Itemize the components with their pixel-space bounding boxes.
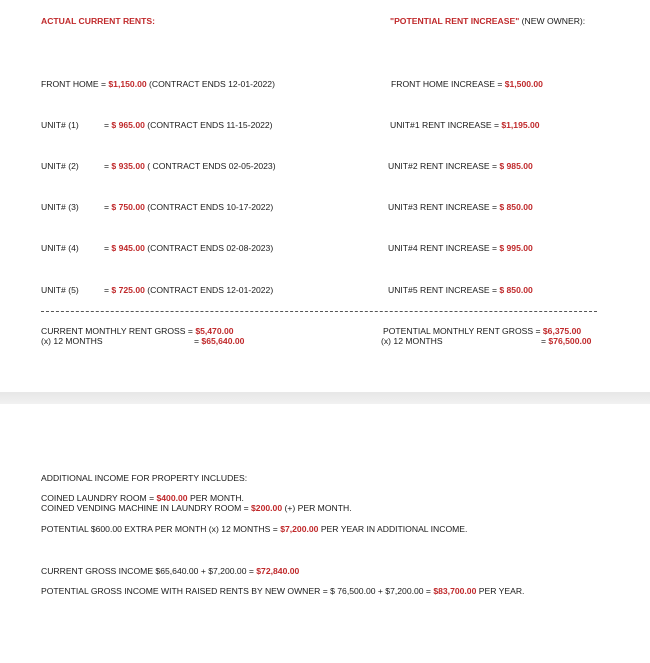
current-gross-label: CURRENT GROSS INCOME $65,640.00 + $7,200.00 =	[41, 566, 254, 576]
potential-extra-income-line	[41, 524, 467, 535]
actual-row-front-home	[41, 79, 275, 90]
actual-row-unit-1	[41, 120, 79, 131]
vending-value: $200.00	[251, 503, 283, 513]
potential-row-label: UNIT#4 RENT INCREASE =	[388, 243, 497, 253]
actual-row-eq: =	[104, 243, 110, 253]
potential-row-amount: $ 850.00	[499, 202, 533, 212]
potential-row-unit-2	[388, 161, 533, 172]
potential-row-unit-5	[388, 285, 533, 296]
potential-row-amount: $1,195.00	[501, 120, 540, 130]
actual-gross-label: CURRENT MONTHLY RENT GROSS =	[41, 326, 193, 336]
potential-gross-label: POTENTIAL MONTHLY RENT GROSS =	[383, 326, 541, 336]
actual-row-amount: $ 750.00	[111, 202, 145, 212]
actual-row-eq: =	[104, 285, 110, 295]
actual-row-note: (CONTRACT ENDS 12-01-2022)	[149, 79, 275, 89]
actual-row-note: (CONTRACT ENDS 12-01-2022)	[147, 285, 274, 295]
actual-gross-value: $5,470.00	[195, 326, 234, 336]
potential-row-unit-4	[388, 243, 533, 254]
laundry-label: COINED LAUNDRY ROOM =	[41, 493, 155, 503]
potential-extra-label: POTENTIAL $600.00 EXTRA PER MONTH (x) 12 MONTHS =	[41, 524, 278, 534]
potential-gross-value: $6,375.00	[542, 326, 582, 336]
actual-row-unit-5	[41, 285, 79, 296]
actual-row-unit-2-value	[104, 161, 276, 172]
potential-row-amount: $ 850.00	[499, 285, 533, 295]
actual-rents-header: ACTUAL CURRENT RENTS:	[41, 16, 155, 26]
potential-row-unit-1	[390, 120, 540, 131]
potential-row-amount: $ 995.00	[499, 243, 533, 253]
actual-row-unit-1-value	[104, 120, 273, 131]
potential-header-title: "POTENTIAL RENT INCREASE"	[390, 16, 520, 26]
actual-row-label: UNIT# (4)	[41, 243, 79, 253]
actual-row-label: UNIT# (1)	[41, 120, 79, 130]
potential-row-unit-3	[388, 202, 533, 213]
actual-row-note: (CONTRACT ENDS 10-17-2022)	[147, 202, 274, 212]
potential-header-note: (NEW OWNER):	[521, 16, 586, 26]
actual-row-unit-4-value	[104, 243, 273, 254]
actual-row-label: UNIT# (5)	[41, 285, 79, 295]
actual-row-unit-2	[41, 161, 79, 172]
actual-row-unit-3-value	[104, 202, 273, 213]
potential-row-label: UNIT#1 RENT INCREASE =	[390, 120, 499, 130]
potential-row-amount: $ 985.00	[499, 161, 533, 171]
actual-annual-eq: =	[194, 336, 200, 346]
potential-row-amount: $1,500.00	[504, 79, 543, 89]
potential-gross-income-value: $83,700.00	[433, 586, 477, 596]
actual-row-note: (CONTRACT ENDS 02-08-2023)	[147, 243, 274, 253]
actual-row-amount: $ 965.00	[111, 120, 145, 130]
actual-row-label: UNIT# (2)	[41, 161, 79, 171]
potential-row-label: UNIT#5 RENT INCREASE =	[388, 285, 497, 295]
vending-income-line	[41, 503, 352, 514]
potential-rents-header	[390, 16, 585, 27]
additional-income-header: ADDITIONAL INCOME FOR PROPERTY INCLUDES:	[41, 473, 248, 483]
actual-row-amount: $ 945.00	[111, 243, 145, 253]
current-gross-income-line	[41, 566, 299, 577]
current-gross-value: $72,840.00	[256, 566, 300, 576]
potential-row-label: UNIT#3 RENT INCREASE =	[388, 202, 497, 212]
potential-gross-income-line	[41, 586, 524, 597]
potential-gross-income-suffix: PER YEAR.	[478, 586, 525, 596]
potential-row-front-home	[391, 79, 543, 90]
actual-row-eq: =	[104, 161, 110, 171]
potential-row-label: UNIT#2 RENT INCREASE =	[388, 161, 497, 171]
potential-row-label: FRONT HOME INCREASE =	[391, 79, 503, 89]
potential-annual	[541, 336, 591, 347]
laundry-suffix: PER MONTH.	[189, 493, 244, 503]
vending-suffix: (+) PER MONTH.	[284, 503, 352, 513]
actual-annual-value: $65,640.00	[201, 336, 245, 346]
potential-annual-label: (x) 12 MONTHS	[381, 336, 443, 346]
page-separator	[0, 392, 650, 404]
vending-label: COINED VENDING MACHINE IN LAUNDRY ROOM =	[41, 503, 249, 513]
page-2	[0, 404, 650, 663]
actual-row-unit-4	[41, 243, 79, 254]
potential-gross-income-label: POTENTIAL GROSS INCOME WITH RAISED RENTS BY NEW OWNER = $ 76,500.00 + $7,200.00 =	[41, 586, 431, 596]
actual-row-eq: =	[104, 202, 110, 212]
actual-row-label: UNIT# (3)	[41, 202, 79, 212]
actual-annual	[194, 336, 244, 347]
actual-row-label: FRONT HOME =	[41, 79, 107, 89]
actual-annual-label: (x) 12 MONTHS	[41, 336, 103, 346]
actual-row-eq: =	[104, 120, 110, 130]
potential-extra-value: $7,200.00	[280, 524, 319, 534]
actual-row-amount: $ 935.00	[111, 161, 145, 171]
actual-row-unit-5-value	[104, 285, 273, 296]
potential-extra-suffix: PER YEAR IN ADDITIONAL INCOME.	[320, 524, 468, 534]
actual-row-unit-3	[41, 202, 79, 213]
laundry-value: $400.00	[156, 493, 188, 503]
actual-row-note: (CONTRACT ENDS 11-15-2022)	[147, 120, 273, 130]
potential-annual-eq: =	[541, 336, 547, 346]
potential-annual-value: $76,500.00	[548, 336, 592, 346]
actual-row-note: ( CONTRACT ENDS 02-05-2023)	[147, 161, 276, 171]
dashed-divider	[41, 311, 597, 312]
actual-row-amount: $1,150.00	[108, 79, 147, 89]
actual-row-amount: $ 725.00	[111, 285, 145, 295]
